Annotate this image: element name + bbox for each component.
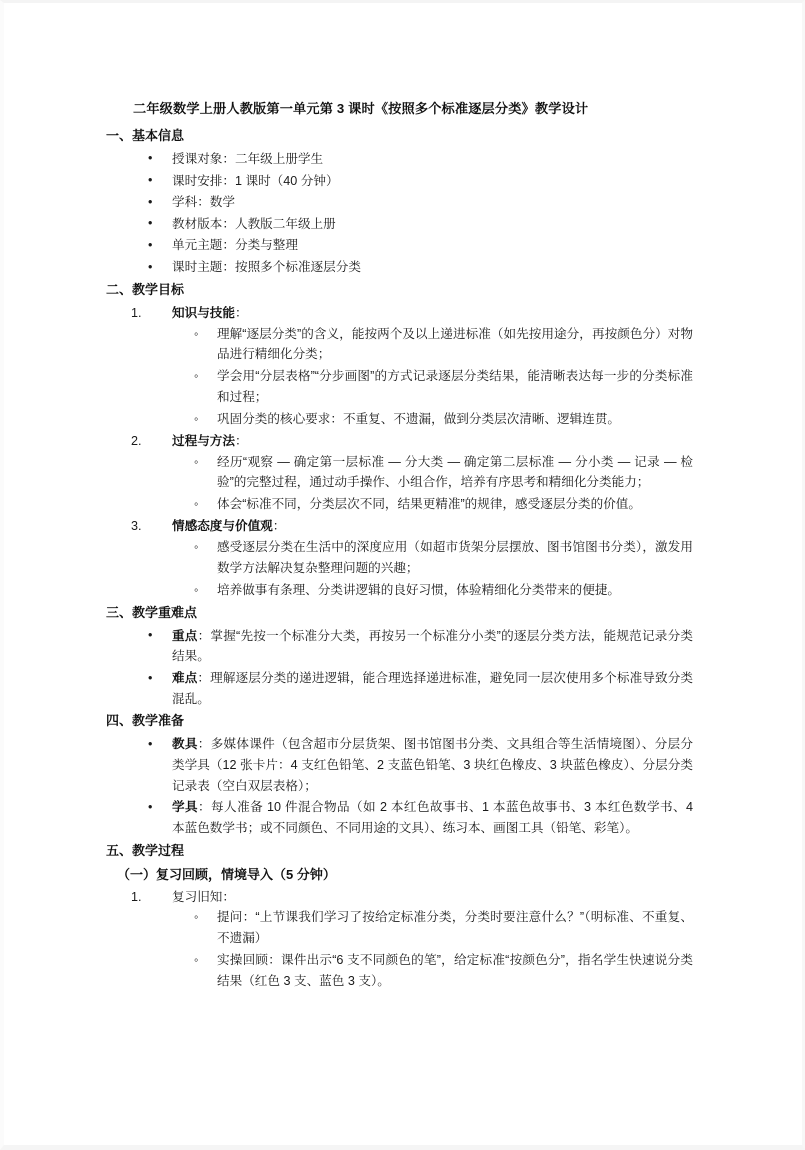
section-key-difficulties [105, 603, 693, 710]
list-item-suffix: ： [222, 889, 235, 904]
list-item-suffix: ： [272, 519, 286, 534]
preparation-list [105, 734, 706, 838]
list-item-lead: 难点 [172, 671, 198, 685]
list-item: • 单元主题：分类与整理 [105, 235, 693, 256]
list-item-suffix: ： [234, 433, 248, 448]
list-item: • 授课对象：二年级上册学生 [105, 149, 693, 170]
list-item: • 课时主题：按照多个标准逐层分类 [105, 257, 693, 278]
sub-list [172, 907, 693, 992]
list-item-text: ：掌握“先按一个标准分大类，再按另一个标准分小类”的逐层分类方法，能规范记录分类结果。 [172, 628, 694, 664]
section-teaching-process [105, 841, 693, 992]
list-item [105, 734, 693, 796]
list-item-text: ：每人准备 10 件混合物品（如 2 本红色故事书、1 本蓝色故事书、3 本红色数学书、4 本蓝色数学书；或不同颜色、不同用途的文具）、练习本、画图工具（铅笔、彩笔）。 [172, 800, 706, 835]
section-heading: 四、教学准备 [106, 713, 185, 729]
list-item [105, 887, 693, 992]
list-item-label: 复习旧知 [172, 889, 223, 904]
section-heading: 五、教学过程 [106, 842, 185, 858]
process-list [105, 887, 693, 992]
sub-list-item: ◦ 提问：“上节课我们学习了按给定标准分类，分类时要注意什么？”（明标准、不重复、不遗漏） [172, 907, 693, 949]
list-item-label: 过程与方法 [172, 433, 235, 448]
list-item: • 课时安排：1 课时（40 分钟） [105, 171, 693, 192]
list-item: • 学科：数学 [105, 192, 693, 213]
list-item-label: 知识与技能 [172, 305, 235, 320]
section-heading: 二、教学目标 [106, 281, 185, 297]
page-title: 二年级数学上册人教版第一单元第 3 课时《按照多个标准逐层分类》教学设计 [133, 101, 589, 116]
list-item: • 教材版本：人教版二年级上册 [105, 214, 693, 235]
sub-list-item: ◦ 经历“观察 — 确定第一层标准 — 分大类 — 确定第二层标准 — 分小类 — 记录 — 检验”的完整过程，通过动手操作、小组合作，培养有序思考和精细化分类能力； [172, 452, 693, 494]
sub-list [172, 324, 693, 430]
list-item [105, 668, 693, 709]
section-basic-info [105, 126, 693, 278]
list-item-lead: 教具 [172, 737, 198, 752]
list-item-lead: 学具 [172, 800, 199, 815]
sub-list-item: ◦ 巩固分类的核心要求：不重复、不遗漏，做到分类层次清晰、逻辑连贯。 [172, 409, 693, 430]
sub-list-item: ◦ 培养做事有条理、分类讲逻辑的良好习惯，体验精细化分类带来的便捷。 [172, 580, 693, 601]
objectives-list [105, 303, 693, 601]
section-teaching-preparation [105, 711, 706, 838]
sub-list-item: ◦ 体会“标准不同，分类层次不同，结果更精准”的规律，感受逐层分类的价值。 [172, 494, 693, 515]
sub-list [172, 452, 693, 516]
list-item [105, 626, 693, 667]
list-item-lead: 重点 [172, 628, 198, 643]
list-item [105, 516, 693, 600]
list-item [105, 431, 693, 515]
list-item-suffix: ： [234, 305, 248, 320]
list-item-text: ：理解逐层分类的递进逻辑，能合理选择递进标准，避免同一层次使用多个标准导致分类混乱。 [172, 671, 694, 706]
list-item-label: 情感态度与价值观 [172, 519, 273, 534]
key-difficulties-list [105, 626, 693, 710]
basic-info-list [105, 149, 693, 278]
list-item [105, 303, 693, 430]
list-item [105, 797, 706, 838]
sub-list-item: ◦ 理解“逐层分类”的含义，能按两个及以上递进标准（如先按用途分，再按颜色分）对物品进行精细化分类； [172, 324, 693, 366]
sub-list-item: ◦ 感受逐层分类在生活中的深度应用（如超市货架分层摆放、图书馆图书分类），激发用数学方法解决复杂整理问题的兴趣； [172, 537, 693, 579]
subsection-heading: （一）复习回顾，情境导入（5 分钟） [117, 866, 336, 882]
document-body [105, 100, 706, 994]
sub-list-item: ◦ 学会用“分层表格”“分步画图”的方式记录逐层分类结果，能清晰表达每一步的分类标准和过程； [172, 366, 693, 408]
section-heading: 三、教学重难点 [106, 604, 198, 620]
sub-list-item: ◦ 实操回顾：课件出示“6 支不同颜色的笔”，给定标准“按颜色分”，指名学生快速说分类结果（红色 3 支、蓝色 3 支）。 [172, 950, 693, 992]
sub-list [172, 537, 693, 601]
section-teaching-objectives [105, 280, 693, 601]
list-item-text: ：多媒体课件（包含超市分层货架、图书馆图书分类、文具组合等生活情境图）、分层分类学具（12 张卡片：4 支红色铅笔、2 支蓝色铅笔、3 块红色橡皮、3 块蓝色橡皮）、分层分类记录表（空白双层表格）； [172, 737, 694, 793]
section-heading: 一、基本信息 [106, 127, 185, 143]
